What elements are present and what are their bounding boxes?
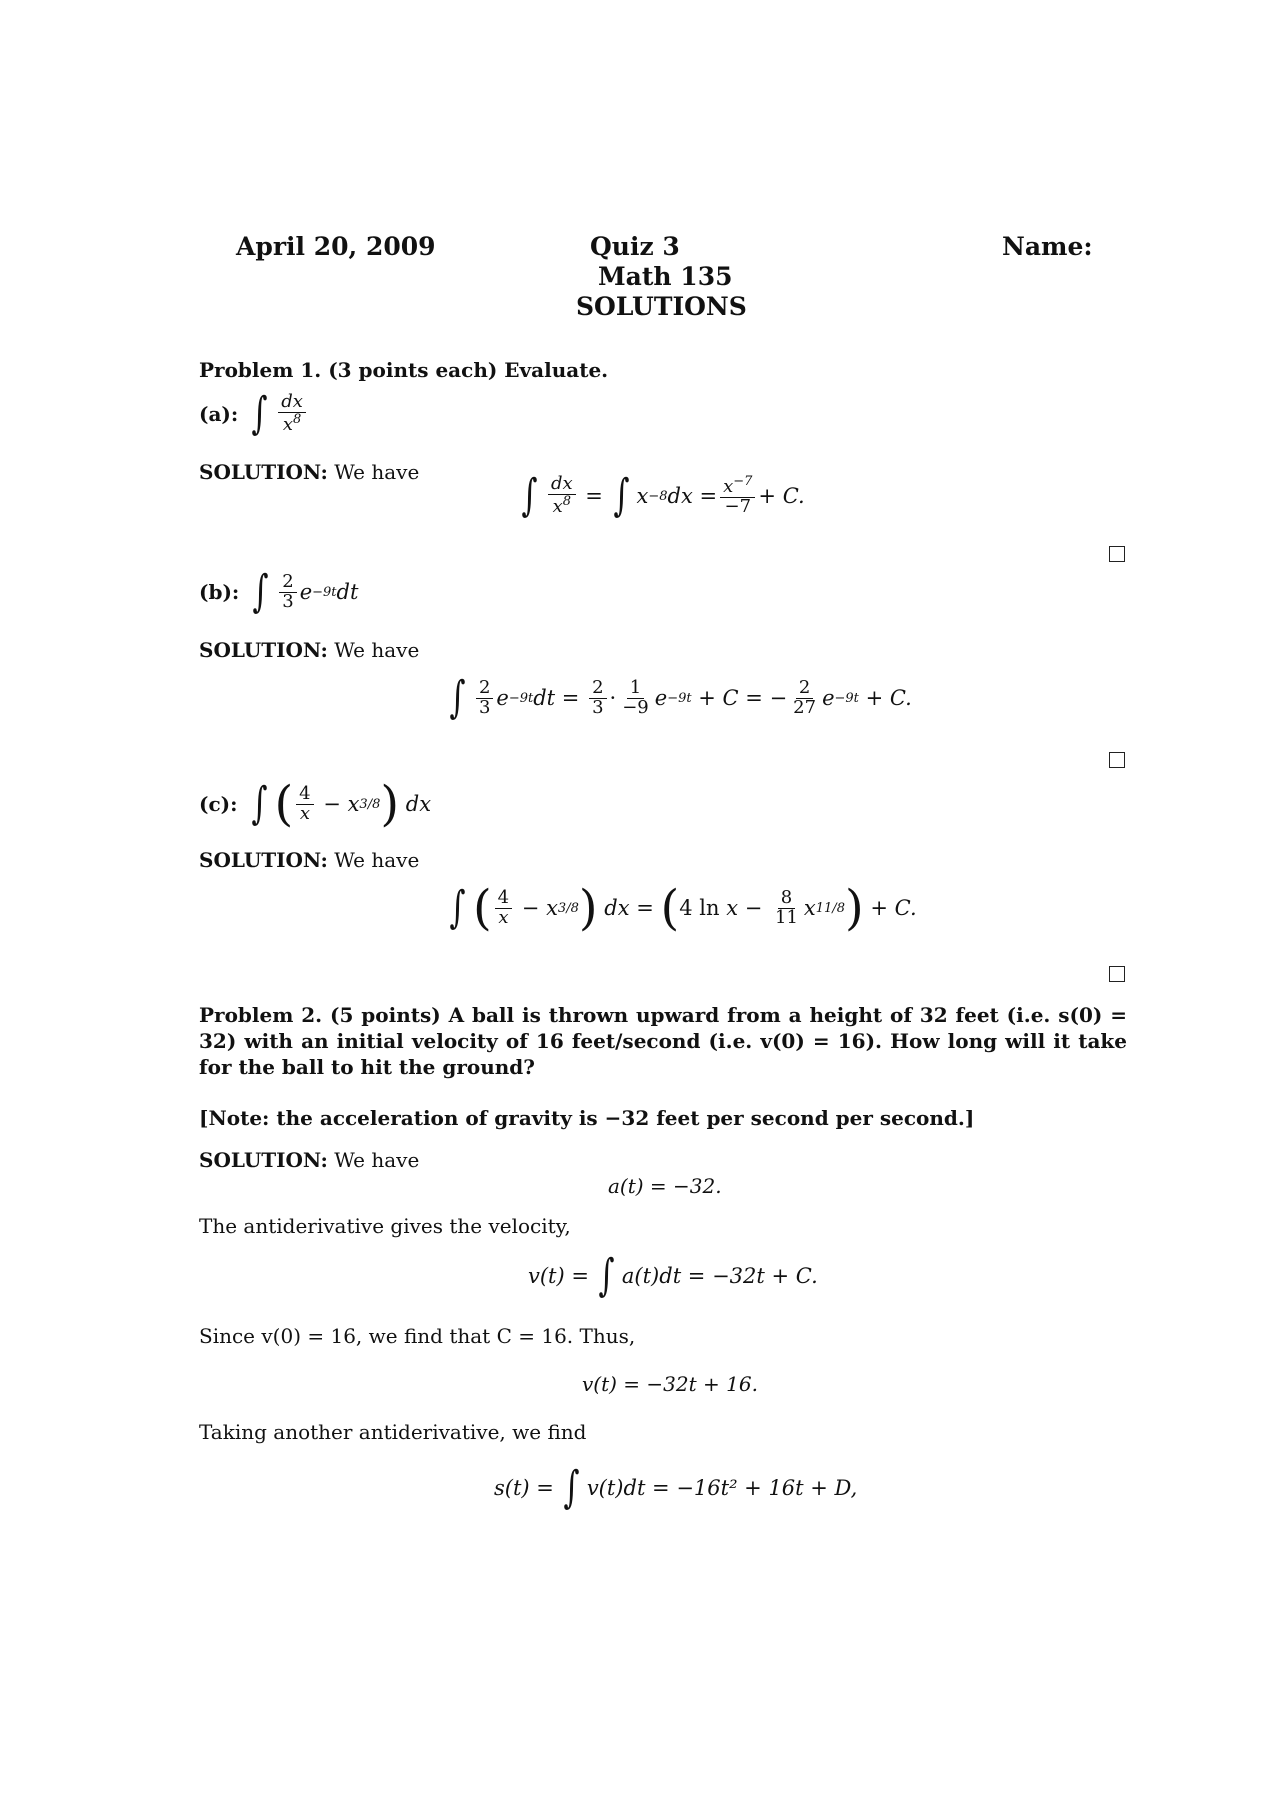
qed-box-b [1109,752,1125,768]
problem1a-solution-intro: SOLUTION: We have [199,460,420,484]
problem2-solution-intro: SOLUTION: We have [199,1148,420,1172]
problem1a-label: (a): [199,402,239,426]
problem2-text-since: Since v(0) = 16, we find that C = 16. Thus, [199,1324,636,1348]
problem2-text-taking: Taking another antiderivative, we find [199,1420,587,1444]
problem2-note: [Note: the acceleration of gravity is −32 feet per second per second.] [199,1106,975,1130]
problem2-eq-velocity: v(t) = −32t + 16. [582,1372,758,1396]
problem2-eq-velocity-integral: v(t) = ∫ a(t)dt = −32t + C. [528,1250,818,1301]
solutions-title: SOLUTIONS [576,292,747,321]
problem1a-statement: (a): ∫ $\frac{dx}{x^8}$ [199,392,309,436]
problem1c-statement: (c): ∫ ( $\frac{4}{x}$ − x 3/8 ) dx [199,776,432,832]
problem1b-statement: (b): ∫ $\frac{2}{3}$ e −9t dt [199,566,359,617]
qed-box-c [1109,966,1125,982]
problem1b-label: (b): [199,580,240,604]
name-label: Name: [1002,232,1093,261]
problem1c-label: (c): [199,792,238,816]
problem2-heading: Problem 2. (5 points) A ball is thrown upward from a height of 32 feet (i.e. s(0) = 32) with an initial velocity of 16 feet/second (i.e. v(0) = 16). How long will it take for the ball to hit the ground? [199,1003,1127,1079]
problem2-eq-position-integral: s(t) = ∫ v(t)dt = −16t² + 16t + D, [494,1462,858,1513]
problem1b-solution-intro: SOLUTION: We have [199,638,420,662]
course-title: Math 135 [598,262,733,291]
problem1a-equation: ∫ $\frac{dx}{x^8}$ = ∫ x −8 dx = $\frac{x^{-7}}{-7}$ + C. [521,470,805,521]
quiz-title: Quiz 3 [590,232,680,261]
problem2-text-velocity: The antiderivative gives the velocity, [199,1214,571,1238]
date: April 20, 2009 [236,232,436,261]
problem2-eq-acceleration: a(t) = −32. [608,1174,722,1198]
qed-box-a [1109,546,1125,562]
problem1c-solution-intro: SOLUTION: We have [199,848,420,872]
problem1b-equation: ∫ $\frac{2}{3}$ e −9t dt = $\frac{2}{3}$ · $\frac{1}{-9}$ e −9t + C = − $\frac{2}{27}$ e −9t + C. [449,672,912,723]
problem1-heading: Problem 1. (3 points each) Evaluate. [199,358,609,382]
problem1c-equation: ∫ ( $\frac{4}{x}$ − x 3/8 ) dx = ( 4 ln x − $\frac{8}{11}$ x 11/8 ) + C. [449,880,917,936]
